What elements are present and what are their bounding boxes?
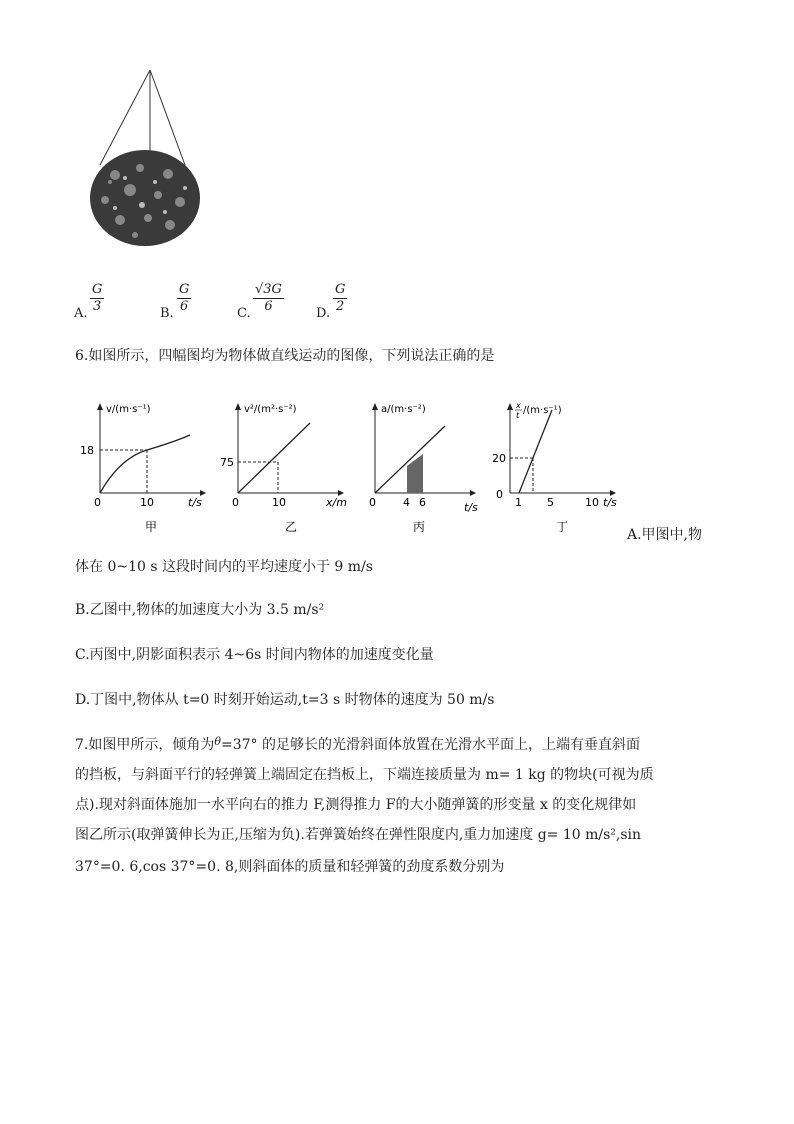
graph-ding-xtick-10: 10: [585, 496, 599, 509]
q6-graphs: [70, 398, 630, 538]
graph-yi-origin: 0: [232, 496, 239, 509]
graph-ding-ylabel-den: t: [516, 411, 520, 420]
graph-yi-ylabel: v²/(m²·s⁻²): [244, 404, 297, 415]
graph-ding-caption: 丁: [556, 520, 569, 534]
graph-jia-ylabel: v/(m·s⁻¹): [106, 404, 151, 415]
hanging-basket-figure: [70, 70, 210, 260]
graph-ding-xtick-5: 5: [547, 496, 554, 509]
graph-ding-ytick: 20: [492, 452, 506, 465]
graph-yi-ytick: 75: [220, 456, 234, 469]
graph-jia-origin: 0: [94, 496, 101, 509]
graph-yi-xtick: 10: [272, 496, 286, 509]
option-d-label: D.: [316, 306, 331, 321]
q6-option-d: D.丁图中,物体从 t=0 时刻开始运动,t=3 s 时物体的速度为 50 m/s: [75, 692, 495, 708]
graph-jia-caption: 甲: [145, 520, 158, 534]
option-b-label: B.: [160, 306, 174, 321]
graph-jia: [80, 403, 206, 534]
graph-yi-xlabel: x/m: [326, 496, 347, 509]
q7-line-1: 7.如图甲所示，倾角为$^\theta$=37° 的足够长的光滑斜面体放置在光滑水平面上，上端有垂直斜面: [75, 735, 640, 753]
graph-jia-xlabel: t/s: [188, 496, 202, 509]
graph-bing-xtick-6: 6: [419, 496, 426, 509]
option-a-label: A.: [74, 306, 88, 321]
q6-stem: 6.如图所示，四幅图均为物体做直线运动的图像，下列说法正确的是: [75, 348, 495, 364]
graph-yi: [220, 403, 347, 534]
option-c-label: C.: [237, 306, 251, 321]
q6-option-c: C.丙图中,阴影面积表示 4~6s 时间内物体的加速度变化量: [75, 647, 434, 663]
graph-ding-ylabel: /(m·s⁻¹): [523, 405, 562, 416]
graph-bing-xtick-4: 4: [403, 496, 410, 509]
graph-jia-xtick: 10: [140, 496, 154, 509]
q7-line-3: 点).现对斜面体施加一水平向右的推力 F,测得推力 F的大小随弹簧的形变量 x 的变化规律如: [75, 797, 637, 813]
graph-bing-caption: 丙: [413, 520, 426, 534]
graph-ding: [492, 401, 617, 534]
graph-bing-origin: 0: [369, 496, 376, 509]
option-d-fraction: $\frac{G}{2}$: [335, 282, 346, 314]
option-c-fraction: $\frac{√3G}{6}$: [255, 282, 282, 314]
q7-line-4: 图乙所示(取弹簧伸长为正,压缩为负).若弹簧始终在弹性限度内,重力加速度 g= 10 m/s²,sin: [75, 827, 642, 843]
graph-yi-caption: 乙: [285, 520, 298, 534]
option-a-fraction: $\frac{G}{3}$: [92, 282, 103, 314]
q7-line-2: 的挡板，与斜面平行的轻弹簧上端固定在挡板上，下端连接质量为 m= 1 kg 的物块(可视为质: [75, 767, 654, 783]
graph-jia-ytick: 18: [80, 444, 94, 457]
graph-bing: [369, 403, 478, 534]
graph-ding-ylabel-num: x: [516, 401, 521, 410]
graph-ding-xlabel: t/s: [603, 496, 617, 509]
q6-option-a-head: A.甲图中,物: [627, 527, 703, 543]
graph-ding-xtick-1: 1: [515, 496, 522, 509]
graph-ding-origin: 0: [496, 488, 503, 501]
q7-line-5: 37°=0. 6,cos 37°=0. 8,则斜面体的质量和轻弹簧的劲度系数分别为: [75, 859, 505, 875]
q6-option-a-tail: 体在 0~10 s 这段时间内的平均速度小于 9 m/s: [75, 559, 373, 575]
option-b-fraction: $\frac{G}{6}$: [179, 282, 190, 314]
theta-symbol: θ: [214, 735, 221, 748]
graph-bing-ylabel: a/(m·s⁻²): [381, 404, 426, 415]
graph-bing-xlabel: t/s: [464, 501, 478, 514]
q6-option-b: B.乙图中,物体的加速度大小为 3.5 m/s²: [75, 602, 325, 618]
